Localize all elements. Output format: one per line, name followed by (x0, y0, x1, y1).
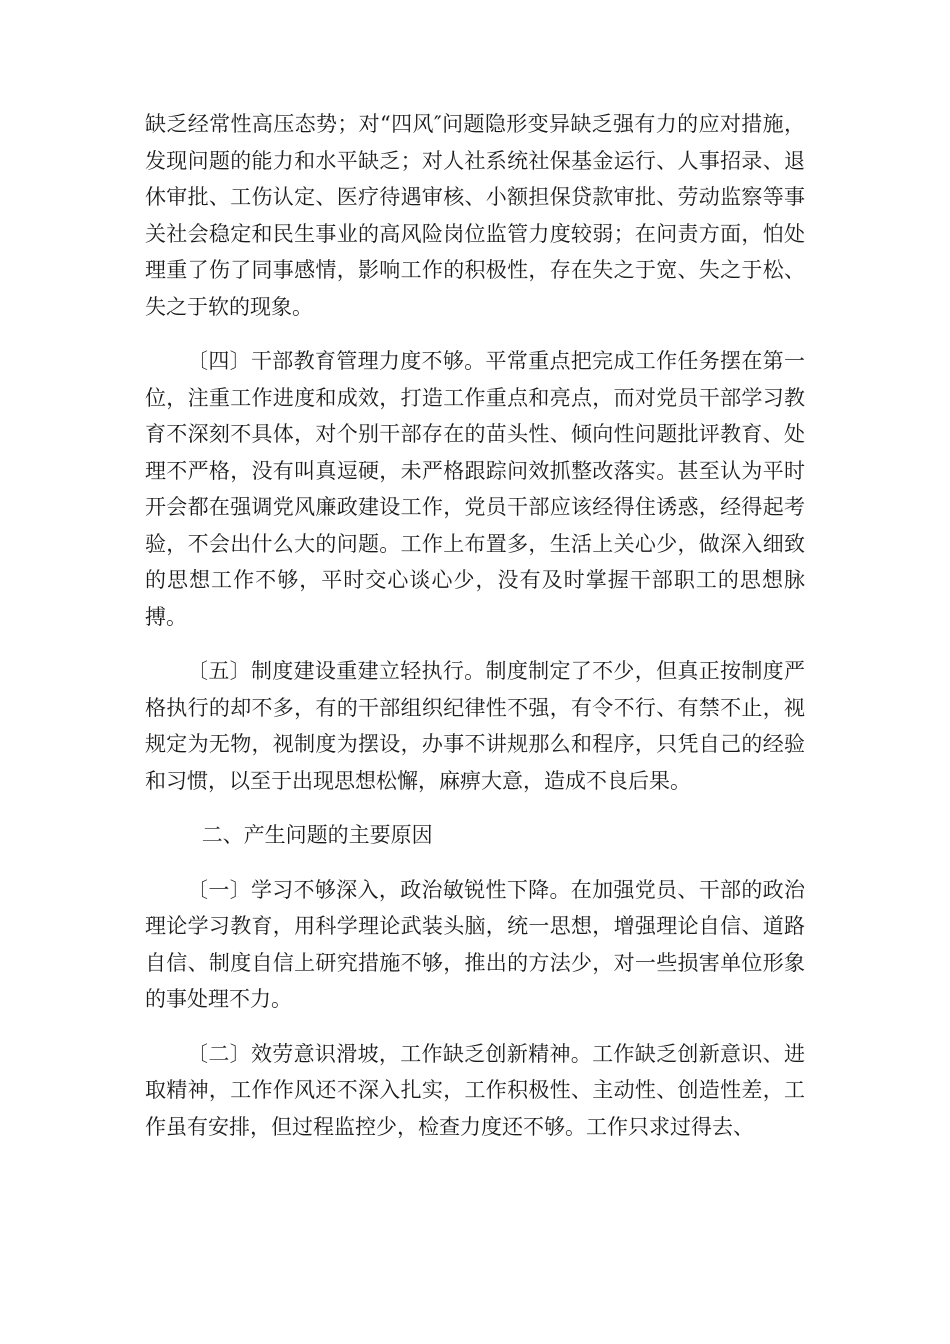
paragraph-continuation: 缺乏经常性高压态势；对“四风″问题隐形变异缺乏强有力的应对措施，发现问题的能力和水平缺乏；对人社系统社保基金运行、人事招录、退休审批、工伤认定、医疗待遇审核、小额担保贷款审批、劳动监察等事关社会稳定和民生事业的高风险岗位监管力度较弱；在问责方面，怕处理重了伤了同事感情，影响工作的积极性，存在失之于宽、失之于松、失之于软的现象。 (145, 112, 805, 319)
section-heading-causes: 二、产生问题的主要原因 (201, 823, 433, 847)
paragraph-cause-1: 〔一〕学习不够深入，政治敏锐性下降。在加强党员、干部的政治理论学习教育，用科学理论武装头脑，统一思想，增强理论自信、道路自信、制度自信上研究措施不够，推出的方法少，对一些损害单位形象的事处理不力。 (145, 877, 805, 1011)
document-body (145, 106, 805, 1163)
paragraph-section-4: 〔四〕干部教育管理力度不够。平常重点把完成工作任务摆在第一位，注重工作进度和成效，打造工作重点和亮点，而对党员干部学习教育不深刻不具体，对个别干部存在的苗头性、倾向性问题批评教育、处理不严格，没有叫真逗硬，未严格跟踪问效抓整改落实。甚至认为平时开会都在强调党风廉政建设工作，党员干部应该经得住诱惑，经得起考验，不会出什么大的问题。工作上布置多，生活上关心少，做深入细致的思想工作不够，平时交心谈心少，没有及时掌握干部职工的思想脉搏。 (145, 349, 805, 629)
paragraph-cause-2: 〔二〕效劳意识滑坡，工作缺乏创新精神。工作缺乏创新意识、进取精神，工作作风还不深入扎实，工作积极性、主动性、创造性差，工作虽有安排，但过程监控少，检查力度还不够。工作只求过得去、 (145, 1041, 805, 1139)
paragraph-section-5: 〔五〕制度建设重建立轻执行。制度制定了不少，但真正按制度严格执行的却不多，有的干部组织纪律性不强，有令不行、有禁不止，视规定为无物，视制度为摆设，办事不讲规那么和程序，只凭自己的经验和习惯，以至于出现思想松懈，麻痹大意，造成不良后果。 (145, 659, 805, 793)
